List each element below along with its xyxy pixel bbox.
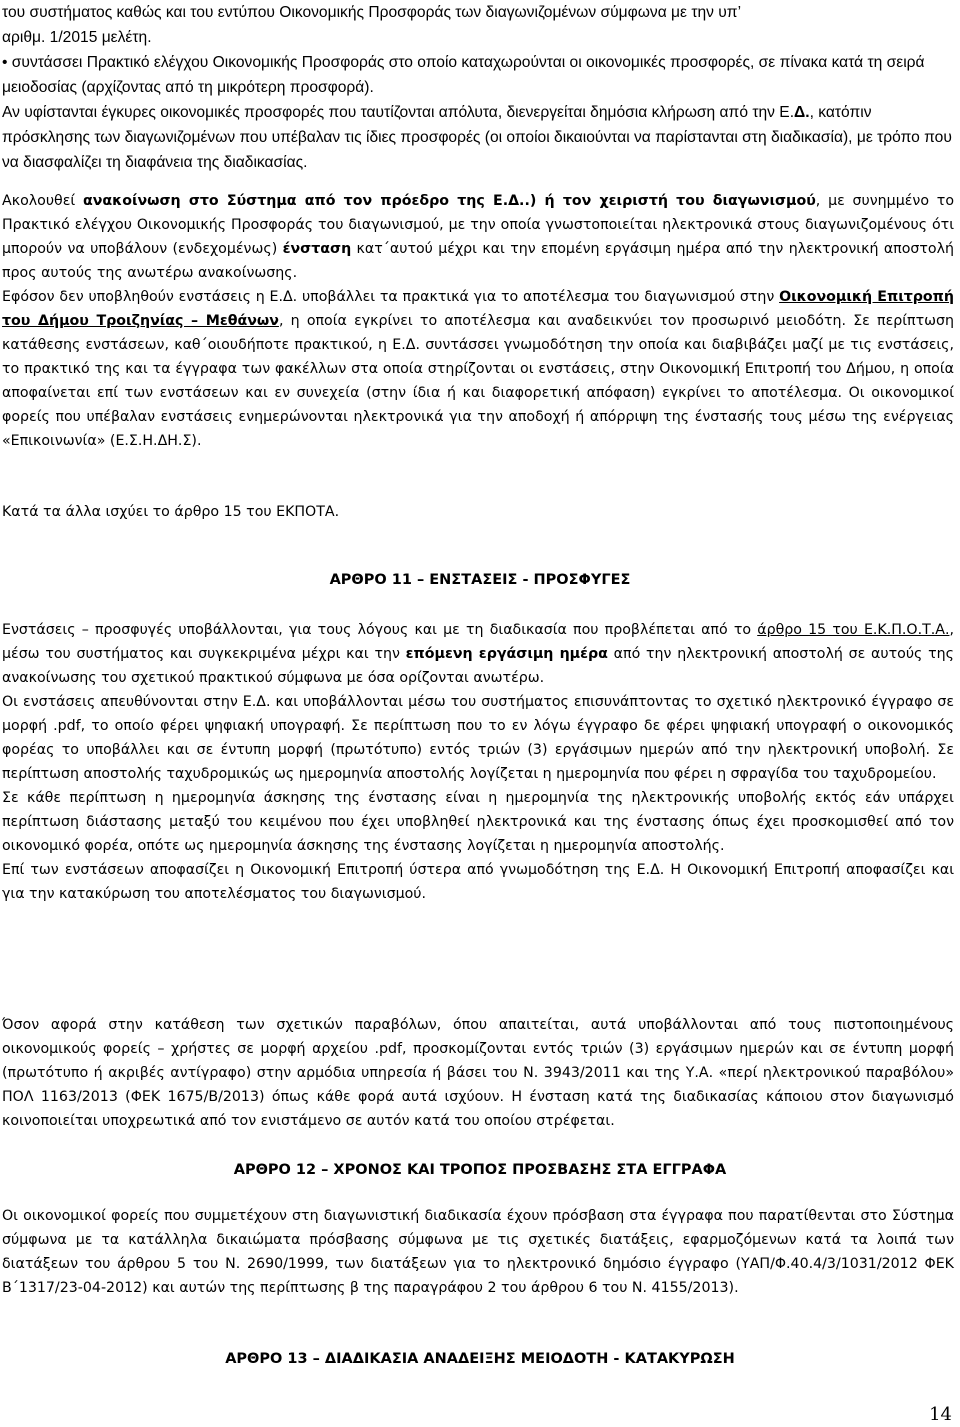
continuation-line-1: του συστήματος καθώς και του εντύπου Οικονομικής Προσφοράς των διαγωνιζομένων σύμφωνα με την υπ’ — [2, 4, 742, 21]
committee-paragraph: Εφόσον δεν υποβληθούν ενστάσεις η Ε.Δ. υποβάλλει τα πρακτικά για το αποτέλεσμα του διαγωνισμού στην Οικονομική Επιτροπή του Δήμου Τροιζηνίας – Μεθάνων, η οποία εγκρίνει το αποτέλεσμα και αναδεικνύει τον προσωρινό μειοδότη. Σε περίπτωση κατάθεσης ενστάσεων, καθ΄οιουδήποτε πρακτικού, η Ε.Δ. συντάσσει γνωμοδότηση την οποία και διαβιβάζει μαζί με τις ενστάσεις, το πρακτικό της και τα έγγραφα των φακέλλων στα οποία στηρίζονται οι ενστάσεις, στην Οικονομική Επιτροπή του Δήμου, η οποία αποφαίνεται επί των ενστάσεων και εν συνεχεία (στην ίδια ή και διαφορετική απόφαση) εγκρίνει το αποτέλεσμα. Οι οικονομικοί φορείς που υπέβαλαν ενστάσεις ενημερώνονται ηλεκτρονικά για την αποδοχή ή απόρριψη της ένστασής τους μέσω της ενέργειας «Επικοινωνία» (Ε.Σ.Η.ΔΗ.Σ). — [2, 289, 955, 449]
continuation-line-2: αριθμ. 1/2015 μελέτη. — [2, 29, 152, 46]
article-11-paragraph-4: Επί των ενστάσεων αποφασίζει η Οικονομική Επιτροπή ύστερα από γνωμοδότηση της Ε.Δ. Η Οικονομική Επιτροπή αποφασίζει και για την κατακύρωση του αποτελέσματος του διαγωνισμού. — [2, 862, 954, 902]
article-11-heading: ΑΡΘΡΟ 11 – ΕΝΣΤΑΣΕΙΣ - ΠΡΟΣΦΥΓΕΣ — [329, 572, 631, 588]
announcement-paragraph: Ακολουθεί ανακοίνωση στο Σύστημα από τον πρόεδρο της Ε.Δ..) ή τον χειριστή του διαγωνισμού, με συνημμένο το Πρακτικό ελέγχου Οικονομικής Προσφοράς του διαγωνισμού, με την οποία γνωστοποιείται ηλεκτρονικά στους διαγωνιζομένους ότι μπορούν να υποβάλουν (ενδεχομένως) ένσταση κατ΄αυτού μέχρι και την επομένη εργάσιμη ημέρα από την ηλεκτρονική αποστολή προς αυτούς της ανωτέρω ανακοίνωσης. — [2, 193, 954, 281]
page-number: 14 — [929, 1404, 952, 1425]
ekpota-line: Κατά τα άλλα ισχύει το άρθρο 15 του ΕΚΠΟΤΑ. — [2, 504, 340, 520]
article-11-paragraph-2: Οι ενστάσεις απευθύνονται στην Ε.Δ. και υποβάλλονται μέσω του συστήματος επισυνάπτοντας το σχετικό ηλεκτρονικό έγγραφο σε μορφή .pdf, το οποίο φέρει ψηφιακή υπογραφή. Σε περίπτωση που το εν λόγω έγγραφο δε φέρει ψηφιακή υπογραφή ο οικονομικός φορέας το υποβάλλει και σε έντυπη μορφή (πρωτότυπο) εντός τριών (3) εργάσιμων ημερών από την ηλεκτρονική υποβολή. Σε περίπτωση αποστολής ταχυδρομικώς ως ημερομηνία αποστολής λογίζεται η ημερομηνία που φέρει η σφραγίδα του ταχυδρομείου. — [2, 694, 954, 782]
article-11-body — [2, 618, 954, 906]
article-13-heading: ΑΡΘΡΟ 13 – ΔΙΑΔΙΚΑΣΙΑ ΑΝΑΔΕΙΞΗΣ ΜΕΙΟΔΟΤΗ - ΚΑΤΑΚΥΡΩΣΗ — [225, 1351, 735, 1367]
tie-paragraph: Αν υφίστανται έγκυρες οικονομικές προσφορές που ταυτίζονται απόλυτα, διενεργείται δημόσια κλήρωση από την Ε.Δ., κατόπιν πρόσκλησης των διαγωνιζομένων που υπέβαλαν τις ίδιες προσφορές (οι οποίοι δικαιούνται να παρίστανται στη διαδικασία), με τρόπο που να διασφαλίζει τη διαφάνεια της διαδικασίας. — [2, 104, 952, 171]
intro-block — [2, 0, 954, 175]
article-11-paragraph-5: Όσον αφορά στην κατάθεση των σχετικών παραβόλων, όπου απαιτείται, αυτά υποβάλλονται από τους πιστοποιημένους οικονομικούς φορείς – χρήστες σε μορφή αρχείου .pdf, προσκομίζονται εντός τριών (3) εργάσιμων ημερών και σε έντυπη μορφή (πρωτότυπο ή ακριβές αντίγραφο) στην αρμόδια υπηρεσία ή βάσει του Ν. 3943/2011 και της Υ.Α. «περί ηλεκτρονικού παραβόλου» ΠΟΛ 1163/2013 (ΦΕΚ 1675/Β/2013) όπως κάθε φορά αυτά ισχύουν. Η ένσταση κατά της διαδικασίας κάποιου στον διαγωνισμό κοινοποιείται υποχρεωτικά από τον ενιστάμενο σε αυτόν κατά του οποίου στρέφεται. — [2, 1017, 954, 1129]
article-11-paragraph-1: Ενστάσεις – προσφυγές υποβάλλονται, για τους λόγους και με τη διαδικασία που προβλέπεται από το άρθρο 15 του Ε.Κ.Π.Ο.Τ.Α., μέσω του συστήματος και συγκεκριμένα μέχρι και την επόμενη εργάσιμη ημέρα από την ηλεκτρονική αποστολή σε αυτούς της ανακοίνωσης του σχετικού πρακτικού σύμφωνα με όσα ορίζονται ανωτέρω. — [2, 622, 954, 686]
article-12-heading: ΑΡΘΡΟ 12 – ΧΡΟΝΟΣ ΚΑΙ ΤΡΟΠΟΣ ΠΡΟΣΒΑΣΗΣ ΣΤΑ ΕΓΓΡΑΦΑ — [233, 1162, 727, 1178]
article-11-paragraph-3: Σε κάθε περίπτωση η ημερομηνία άσκησης της ένστασης είναι η ημερομηνία της ηλεκτρονικής υποβολής εκτός εάν υπάρχει περίπτωση διάστασης μεταξύ του κειμένου που έχει υποβληθεί ηλεκτρονικά και της ένστασης όπως έχει προσκομισθεί από τον οικονομικό φορέα, οπότε ως ημερομηνία άσκησης της ένστασης λογίζεται η ημερομηνία αποστολής. — [2, 790, 954, 854]
announcement-block — [2, 189, 954, 453]
bullet-item: • συντάσσει Πρακτικό ελέγχου Οικονομικής Προσφοράς στο οποίο καταχωρούνται οι οικονομικές προσφορές, σε πίνακα κατά τη σειρά μειοδοσίας (αρχίζοντας από τη μικρότερη προσφορά). — [2, 54, 925, 96]
article-11-paragraph-5-block — [2, 1013, 954, 1133]
article-12-paragraph-1: Οι οικονομικοί φορείς που συμμετέχουν στη διαγωνιστική διαδικασία έχουν πρόσβαση στα έγγραφα που παρατίθενται στο Σύστημα σύμφωνα με τα κατάλληλα δικαιώματα πρόσβασης σύμφωνα με τις σχετικές διατάξεις, εφαρμοζόμενων κατά τα λοιπά των διατάξεων του άρθρου 5 του Ν. 2690/1999, των διατάξεων για το ηλεκτρονικό δημόσιο έγγραφο (ΥΑΠ/Φ.40.4/3/1031/2012 ΦΕΚ Β΄1317/23-04-2012) και αυτών της περίπτωσης β της παραγράφου 2 του άρθρου 6 του Ν. 4155/2013). — [2, 1208, 954, 1296]
article-12-body — [2, 1204, 954, 1300]
